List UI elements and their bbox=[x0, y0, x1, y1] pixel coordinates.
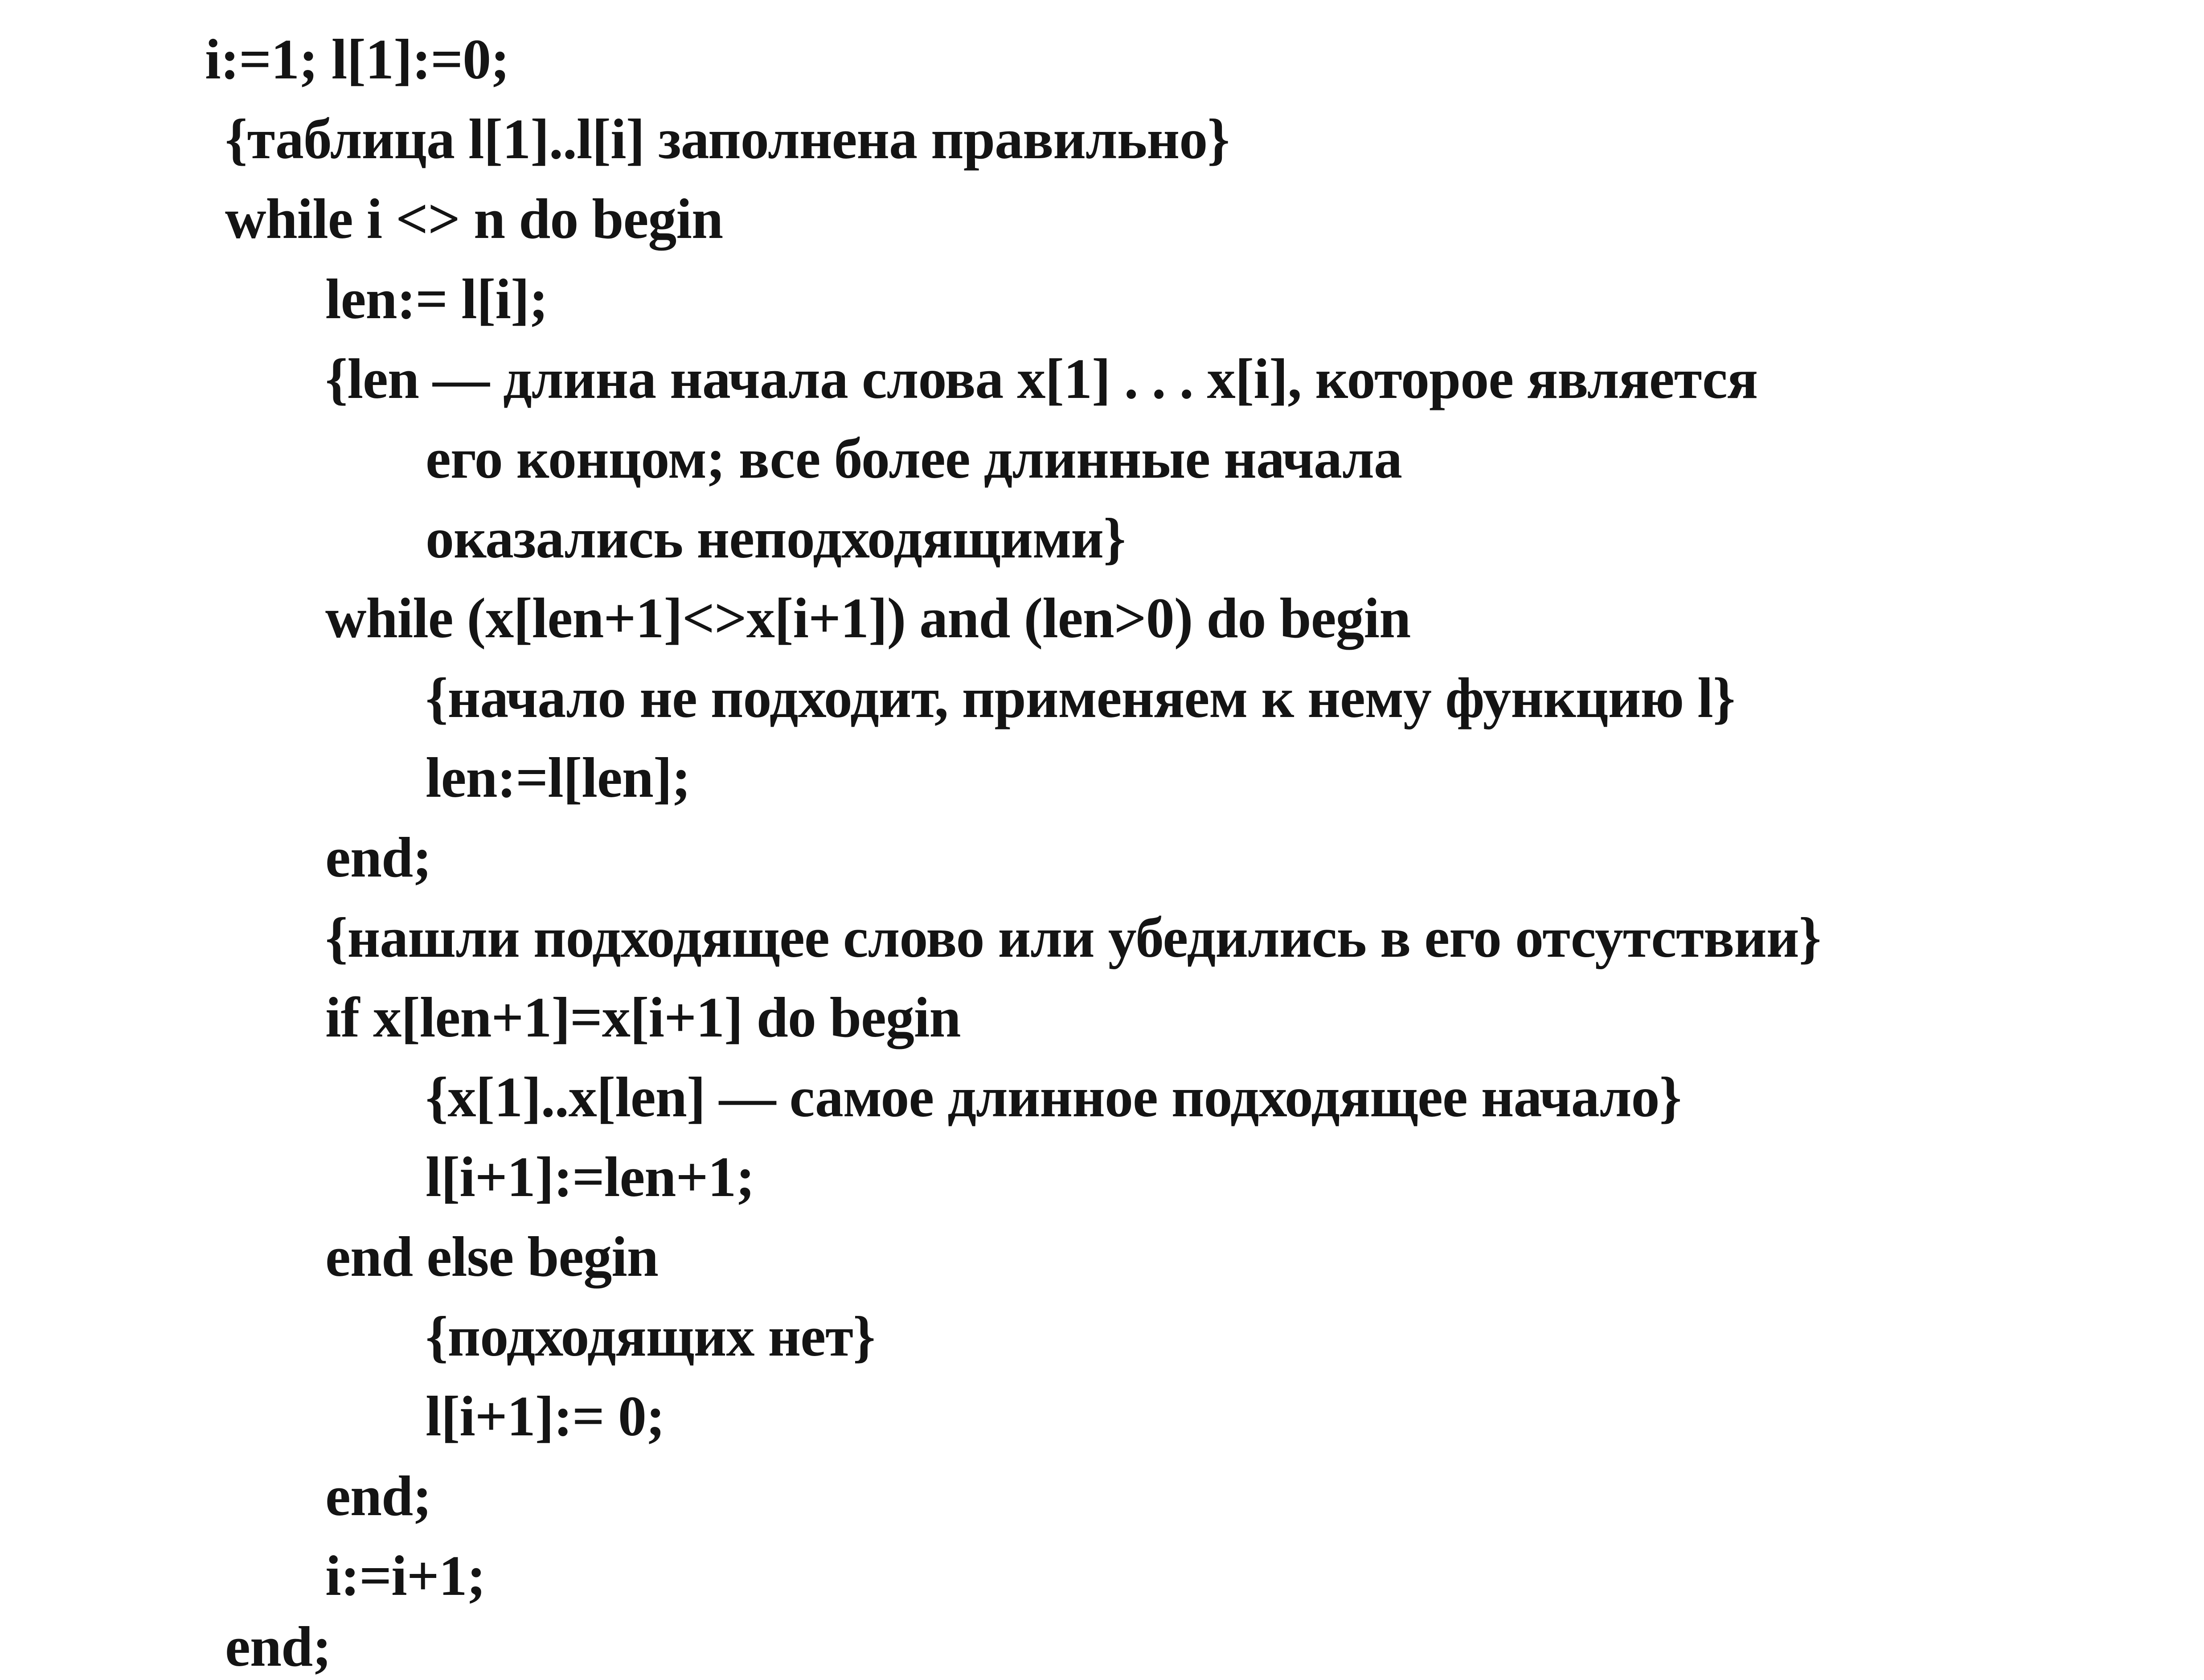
code-line: end; bbox=[225, 1615, 331, 1678]
code-line: end; bbox=[325, 1464, 431, 1528]
code-line: if x[len+1]=x[i+1] do begin bbox=[325, 986, 961, 1049]
code-line: while (x[len+1]<>x[i+1]) and (len>0) do begin bbox=[325, 586, 1411, 650]
code-comment-line: {начало не подходит, применяем к нему функцию l} bbox=[426, 666, 1735, 729]
code-comment-line: {таблица l[1]..l[i] заполнена правильно} bbox=[225, 107, 1229, 171]
code-line: i:=1; l[1]:=0; bbox=[205, 28, 509, 91]
code-line: len:= l[i]; bbox=[325, 267, 548, 331]
code-comment-line: {x[1]..x[len] — самое длинное подходящее начало} bbox=[426, 1065, 1681, 1129]
code-comment-line: оказались неподходящими} bbox=[426, 507, 1126, 570]
code-line: while i <> n do begin bbox=[225, 187, 723, 250]
code-line: end else begin bbox=[325, 1225, 658, 1288]
code-line: i:=i+1; bbox=[325, 1544, 486, 1607]
code-line: len:=l[len]; bbox=[426, 746, 691, 809]
code-comment-line: его концом; все более длинные начала bbox=[426, 427, 1402, 490]
code-comment-line: {нашли подходящее слово или убедились в его отсутствии} bbox=[325, 906, 1821, 969]
code-comment-line: {len — длина начала слова x[1] . . . x[i], которое является bbox=[325, 347, 1758, 410]
code-line: end; bbox=[325, 826, 431, 889]
code-line: l[i+1]:=len+1; bbox=[426, 1145, 754, 1209]
code-comment-line: {подходящих нет} bbox=[426, 1305, 875, 1368]
code-line: l[i+1]:= 0; bbox=[426, 1385, 665, 1448]
